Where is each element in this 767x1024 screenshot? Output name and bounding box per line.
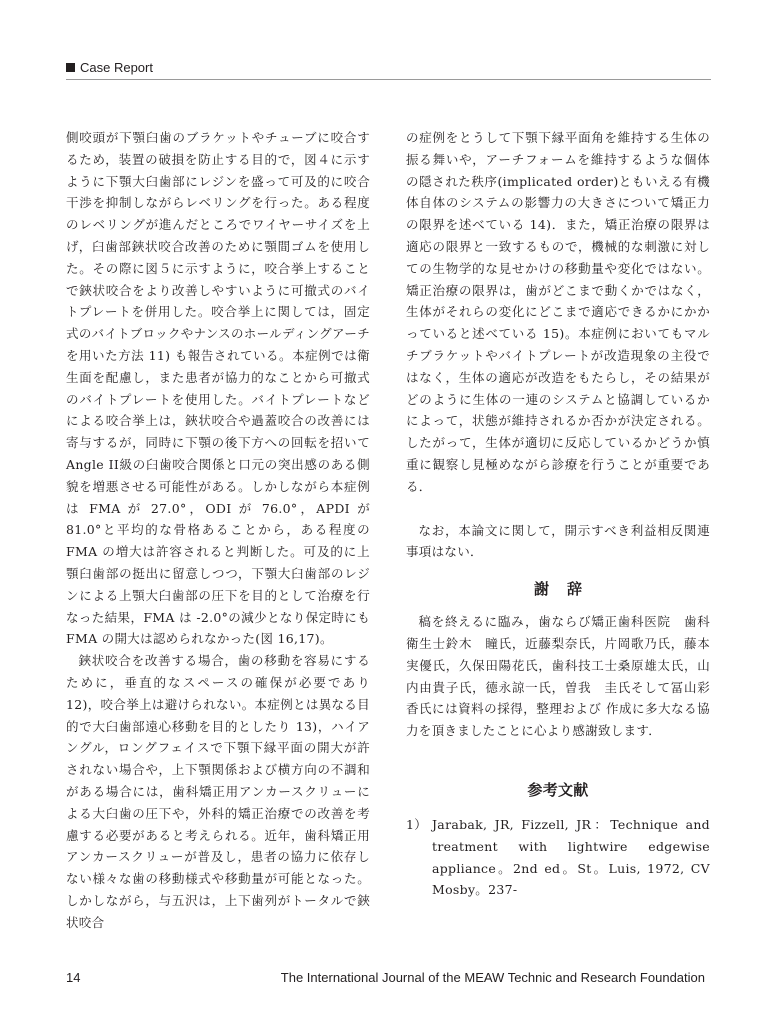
body-paragraph: 鋏状咬合を改善する場合，歯の移動を容易にするために，垂直的なスペースの確保が必要であり 12)，咬合挙上は避けられない。本症例とは異なる目的で大臼歯部遠心移動を目的としたり 13)，ハイアングル，ロングフェイスで下顎下縁平面の開大が許されない場合や，上下顎関係および横方向の不調和がある場合には，歯科矯正用アンカースクリューによる大臼歯の圧下や，外科的矯正治療での改善を考慮する必要があると考えられる。近年，歯科矯正用アンカースクリューが普及し，患者の協力に依存しない様々な歯の移動様式や移動量が可能となった。しかしながら，与五沢は，上下歯列がトータルで鋏状咬合: [66, 653, 370, 930]
section-label: Case Report: [80, 60, 153, 75]
journal-name: The International Journal of the MEAW Technic and Research Foundation: [280, 970, 705, 985]
acknowledgment-heading: 謝辞: [533, 580, 600, 599]
reference-text: Jarabak, JR, Fizzell, JR：Technique and treatment with lightwire edgewise appliance。2nd ed。St。Luis, 1972, CV Mosby。237-: [432, 816, 710, 898]
right-column: [406, 127, 710, 901]
coi-statement: なお，本論文に関して，開示すべき利益相反関連事項はない．: [406, 522, 710, 560]
page-number: 14: [66, 970, 81, 985]
running-header: [66, 60, 711, 80]
square-bullet-icon: [66, 63, 75, 72]
left-column: [66, 127, 370, 933]
body-paragraph: の症例をとうして下顎下縁平面角を維持する生体の振る舞いや，アーチフォームを維持するような個体の隠された秩序(implicated order)ともいえる有機体自体のシステムの影響力の大きさについて矯正力の限界を述べている 14)．また，矯正治療の限界は適応の限界と一致するもので，機械的な刺激に対しての生物学的な見せかけの移動量や変化ではない。矯正治療の限界は，歯がどこまで動くかではなく，生体がそれらの変化にどこまで適応できるかにかかっていると述べている 15)。本症例においてもマルチブラケットやバイトプレートが改造現象の主役ではなく，生体の適応が改造をもたらし，その結果がどのように生体の一連のシステムと協調しているかによって，状態が維持されるか否かが決定される。したがって，生体が適切に反応しているかどうか慎重に観察し見極めながら診療を行うことが重要である．: [406, 130, 710, 494]
references-heading: 参考文献: [527, 780, 589, 799]
acknowledgment-text: 稿を終えるに臨み，歯ならび矯正歯科医院 歯科衛生士鈴木 瞳氏，近藤梨奈氏，片岡歌乃氏，藤本実優氏，久保田陽花氏，歯科技工士桑原雄太氏，山内由貴子氏，德永諒一氏，曽我 圭氏そして冨山彩香氏には資料の採得，整理および 作成に多大なる協力を頂きましたことに心より感謝致します．: [406, 614, 710, 739]
reference-item: [406, 814, 710, 901]
body-paragraph: 側咬頭が下顎臼歯のブラケットやチューブに咬合するため，装置の破損を防止する目的で，図４に示すように下顎大臼歯部にレジンを盛って可及的に咬合干渉を抑制しながらレベリングを行った。ある程度のレベリングが進んだところでワイヤーサイズを上げ，臼歯部鋏状咬合改善のために顎間ゴムを使用した。その際に図５に示すように，咬合挙上することで鋏状咬合をより改善しやすいように可撤式のバイトプレートを併用した。咬合挙上に関しては，固定式のバイトブロックやナンスのホールディングアーチを用いた方法 11) も報告されている。本症例では衛生面を配慮し，また患者が協力的なことから可撤式のバイトプレートを使用した。バイトプレートなどによる咬合挙上は，鋏状咬合や過蓋咬合の改善には寄与するが，同時に下顎の後下方への回転を招いてAngle II級の臼歯咬合関係と口元の突出感のある側貌を増悪させる可能性がある。しかしながら本症例は FMA が 27.0°，ODI が 76.0°，APDI が 81.0°と平均的な骨格あることから，ある程度の FMA の増大は許容されると判断した。可及的に上顎臼歯部の挺出に留意しつつ，下顎大臼歯部のレジンによる上顎大臼歯部の圧下を目的として治療を行なった結果，FMA は -2.0°の減少となり保定時にも FMA の開大は認められなかった(図 16,17)。: [66, 130, 370, 647]
reference-number: 1）: [406, 816, 428, 832]
